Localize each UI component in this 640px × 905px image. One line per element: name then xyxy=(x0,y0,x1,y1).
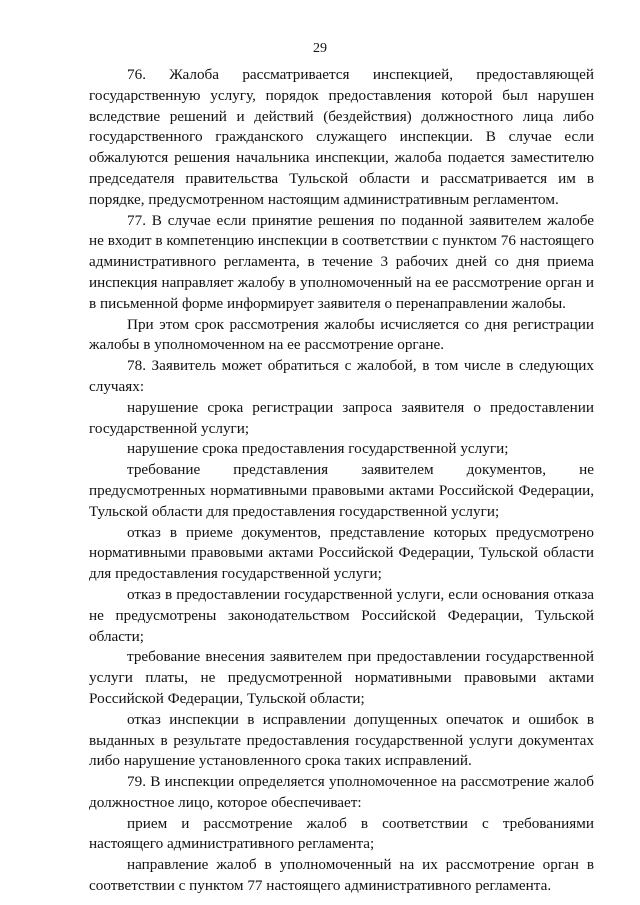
list-item: нарушение срока регистрации запроса заявителя о предоставлении государственной услуги; xyxy=(89,398,594,437)
list-item: нарушение срока предоставления государственной услуги; xyxy=(127,440,509,458)
list-item: направление жалоб в уполномоченный на их рассмотрение орган в соответствии с пунктом 77 настоящего административного регламента. xyxy=(89,856,594,895)
list-item: отказ инспекции в исправлении допущенных опечаток и ошибок в выданных в результате предоставления государственной услуги документах либо нарушение установленного срока таких исправлений. xyxy=(89,710,594,770)
page-number: 29 xyxy=(313,41,327,56)
list-item: требование представления заявителем документов, не предусмотренных нормативными правовыми актами Российской Федерации, Тульской области для предоставления государственной услуги; xyxy=(89,461,594,520)
list-item: отказ в предоставлении государственной услуги, если основания отказа не предусмотрены законодательством Российской Федерации, Тульской области; xyxy=(89,585,594,645)
paragraph-76: 76. Жалоба рассматривается инспекцией, предоставляющей государственную услугу, порядок предоставления которой был нарушен вследствие решений и действий (бездействия) должностного лица либо государственного гражданского служащего инспекции. В случае если обжалуются решения начальника инспекции, жалоба подается заместителю председателя правительства Тульской области и рассматривается им в порядке, предусмотренном настоящим административным регламентом. xyxy=(89,66,594,208)
document-body xyxy=(89,65,594,897)
list-item: прием и рассмотрение жалоб в соответствии с требованиями настоящего административного регламента; xyxy=(89,814,594,853)
paragraph-79: 79. В инспекции определяется уполномоченное на рассмотрение жалоб должностное лицо, которое обеспечивает: xyxy=(89,773,594,811)
list-item: отказ в приеме документов, представление которых предусмотрено нормативными правовыми актами Российской Федерации, Тульской области для предоставления государственной услуги; xyxy=(89,523,594,583)
list-item: требование внесения заявителем при предоставлении государственной услуги платы, не предусмотренной нормативными правовыми актами Российской Федерации, Тульской области; xyxy=(89,648,594,707)
paragraph-77-term-note: При этом срок рассмотрения жалобы исчисляется со дня регистрации жалобы в уполномоченном на ее рассмотрение органе. xyxy=(89,315,594,354)
paragraph-78: 78. Заявитель может обратиться с жалобой, в том числе в следующих случаях: xyxy=(89,357,594,395)
paragraph-77: 77. В случае если принятие решения по поданной заявителем жалобе не входит в компетенцию инспекции в соответствии с пунктом 76 настоящего административного регламента, в течение 3 рабочих дней со дня приема инспекция направляет жалобу в уполномоченный на ее рассмотрение орган и в письменной форме информирует заявителя о перенаправлении жалобы. xyxy=(89,211,594,312)
